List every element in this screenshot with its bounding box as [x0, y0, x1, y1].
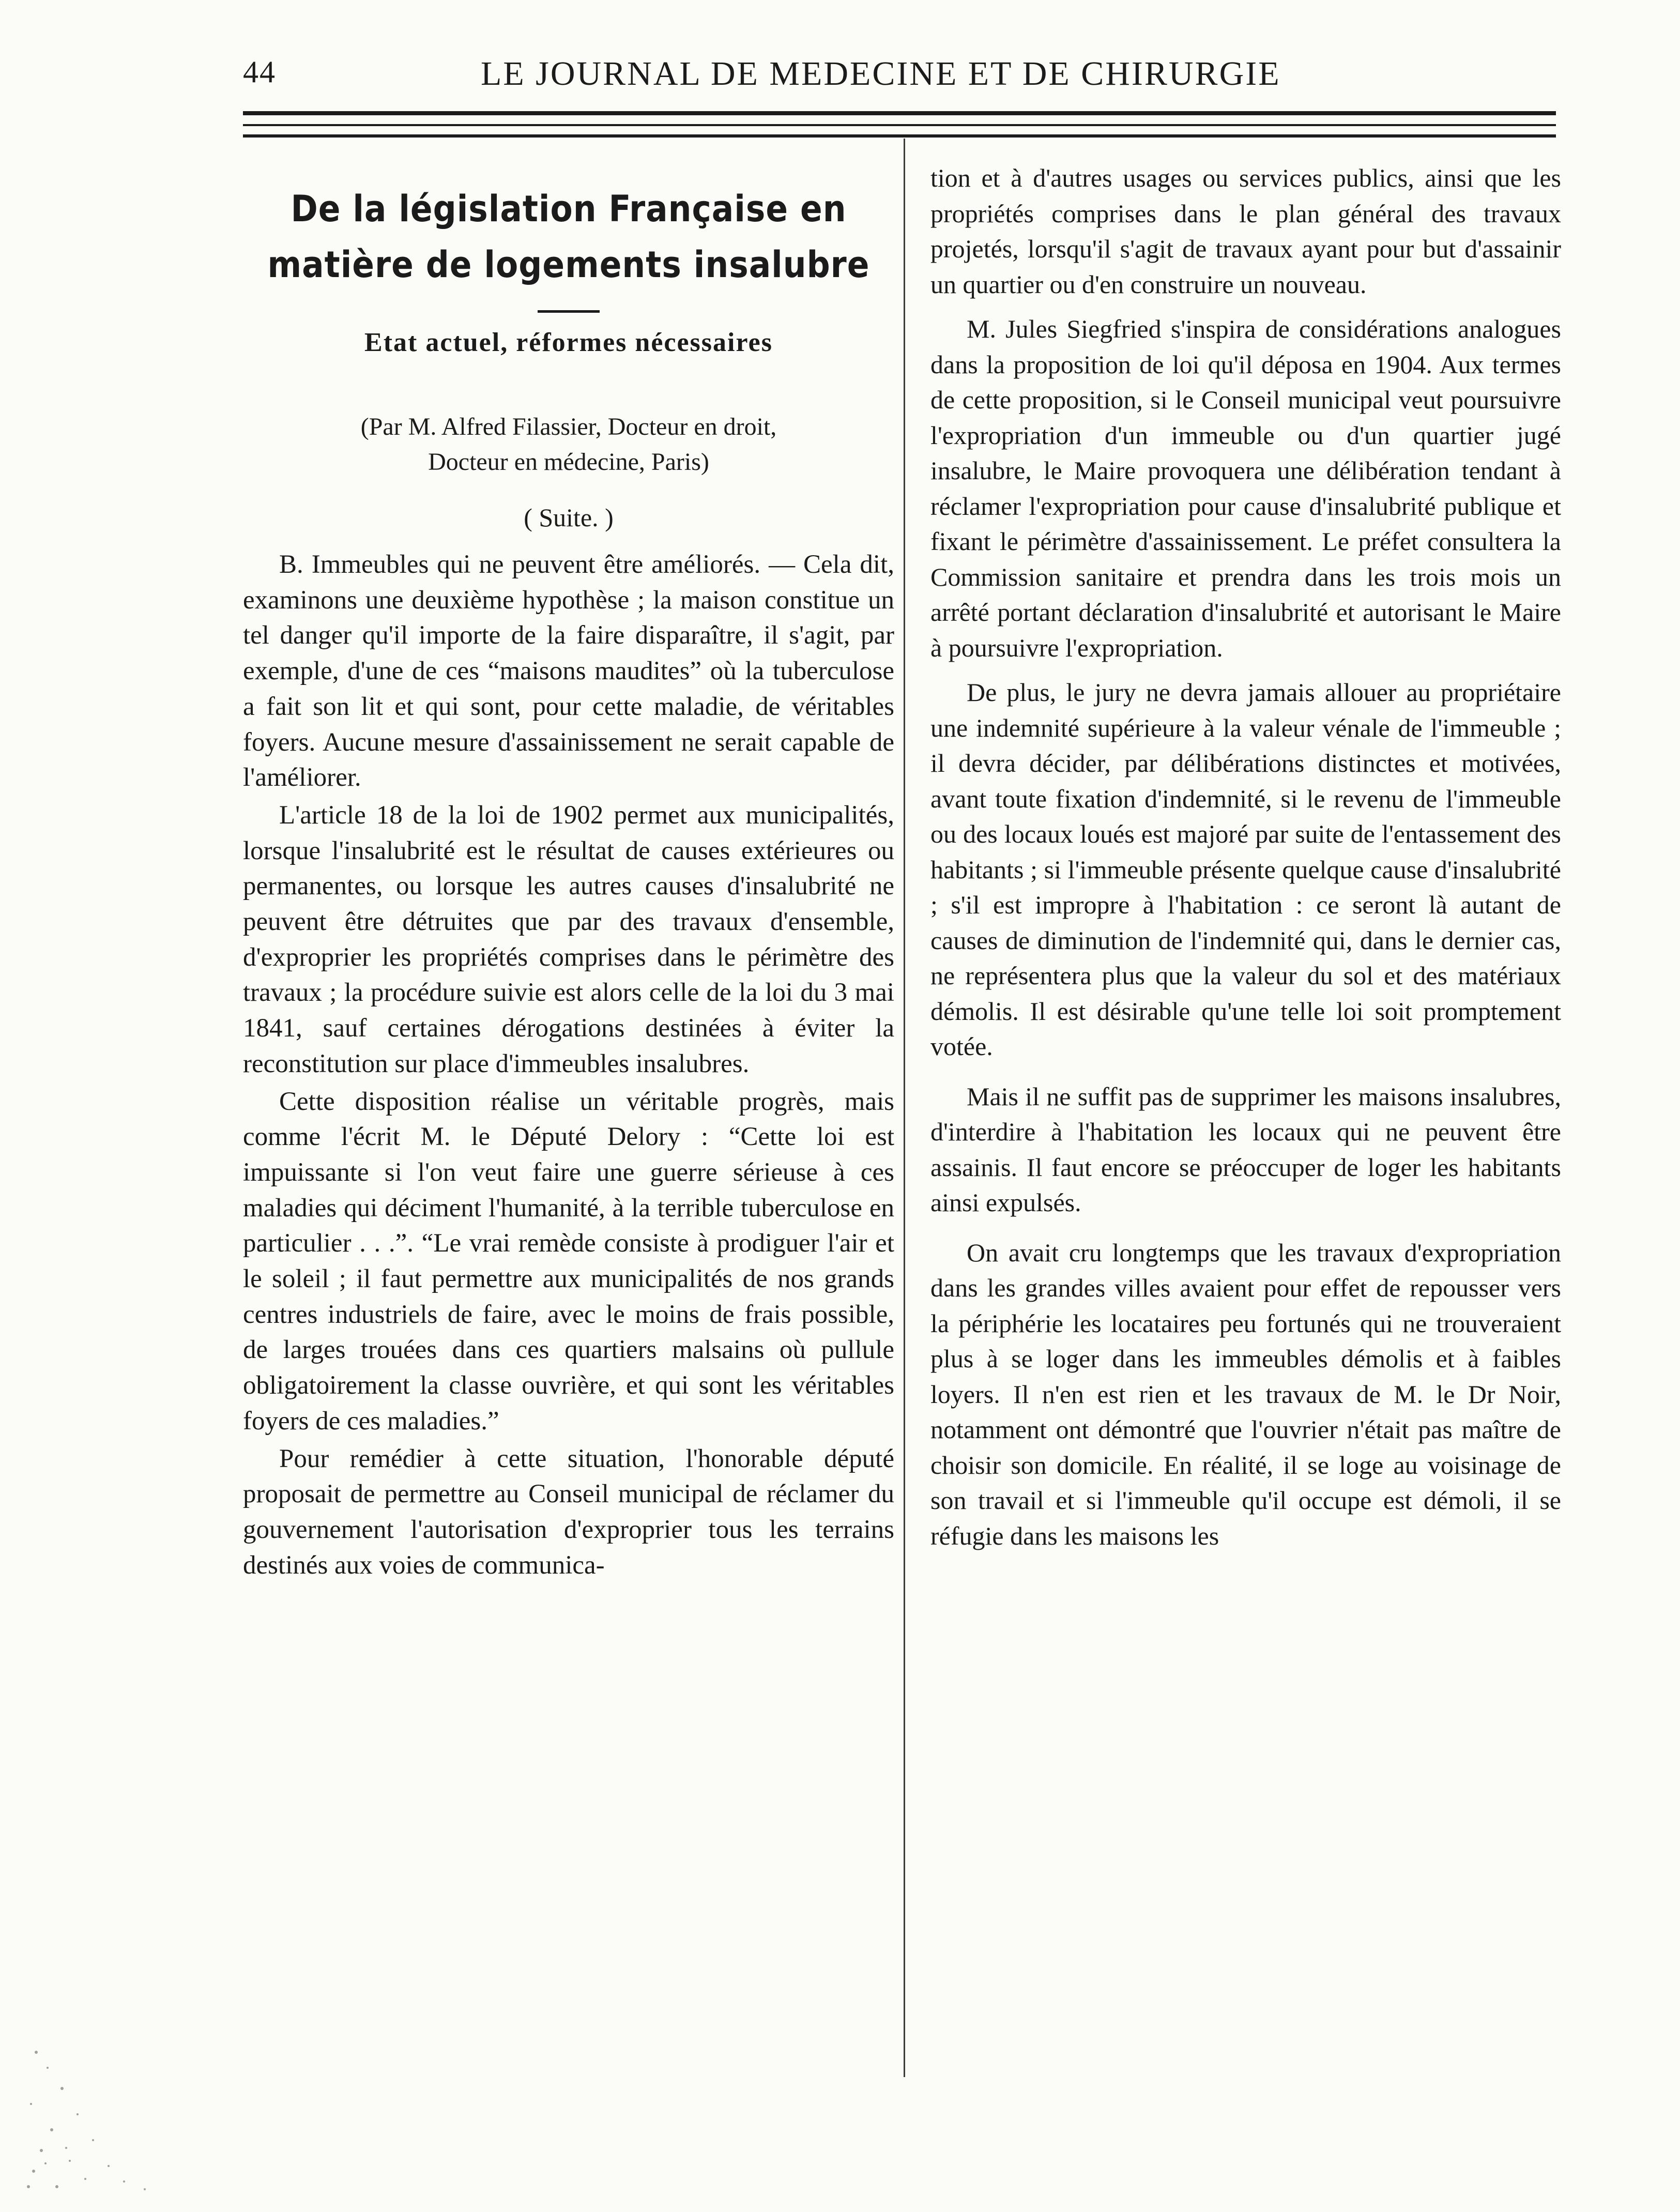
title-rule [538, 310, 600, 313]
paragraph: M. Jules Siegfried s'inspira de considérations analogues dans la proposition de loi qu'il déposa en 1904. Aux termes de cette proposition, si le Conseil municipal veut poursuivre l'expropriation d'un immeuble ou d'un quartier jugé insalubre, le Maire provoquera une délibération tendant à réclamer l'expropriation pour cause d'insalubrité publique et fixant le périmètre d'assainissement. Le préfet consultera la Commission sanitaire et prendra dans les trois mois un arrêté portant déclaration d'insalubrité et autorisant le Maire à poursuivre l'expropriation. [930, 314, 1561, 662]
paragraph: De plus, le jury ne devra jamais allouer au propriétaire une indemnité supérieure à la valeur vénale de l'immeuble ; il devra décider, par délibérations distinctes et motivées, avant toute fixation d'indemnité, si le revenu de l'immeuble ou des locaux loués est majoré par suite de l'entassement des habitants ; si l'immeuble présente quelque cause d'insalubrité ; s'il est impropre à l'habitation : ce seront là autant de causes de diminution de l'indemnité qui, dans le dernier cas, ne représentera plus que la valeur du sol et des matériaux démolis. Il est désirable qu'une telle loi soit promptement votée. [930, 678, 1561, 1061]
paper-speckle [21, 2032, 207, 2197]
author-byline [243, 409, 894, 480]
journal-title: LE JOURNAL DE MEDECINE ET DE CHIRURGIE [481, 55, 1281, 93]
suite-label: ( Suite. ) [524, 503, 614, 532]
header-rule-thick [243, 111, 1556, 115]
header-rule-bottom [243, 134, 1556, 138]
article-title: De la législation Française en matière de logements insalubre [267, 188, 870, 286]
author-line-2: Docteur en médecine, Paris) [428, 448, 709, 476]
header-rule-thin [243, 124, 1556, 126]
paragraph: tion et à d'autres usages ou services publics, ainsi que les propriétés comprises dans le plan général des travaux projetés, lorsqu'il s'agit de travaux ayant pour but d'assainir un quartier ou d'en construire un nouveau. [930, 163, 1561, 299]
column-divider [904, 139, 905, 2077]
paragraph: On avait cru longtemps que les travaux d'expropriation dans les grandes villes avaient pour effet de repousser vers la périphérie les locataires peu fortunés qui ne trouveraient plus à se loger dans les immeubles démolis et à faibles loyers. Il n'en est rien et les travaux de M. le Dr Noir, notamment ont démontré que l'ouvrier n'était pas maître de choisir son domicile. En réalité, il se loge au voisinage de son travail et si l'immeuble qu'il occupe est démoli, il se réfugie dans les maisons les [930, 1238, 1561, 1550]
author-line-1: (Par M. Alfred Filassier, Docteur en droit, [360, 413, 777, 440]
page-number: 44 [243, 55, 276, 89]
paragraph: Pour remédier à cette situation, l'honorable député proposait de permettre au Conseil municipal de réclamer du gouvernement l'autorisation d'exproprier tous les terrains destinés aux voies de communica- [243, 1444, 894, 1580]
paragraph: Cette disposition réalise un véritable progrès, mais comme l'écrit M. le Député Delory : “Cette loi est impuissante si l'on veut faire une guerre sérieuse à ces maladies qui déciment l'humanité, à la terrible tuberculose en particulier . . .”. “Le vrai remède consiste à prodiguer l'air et le soleil ; il faut permettre aux municipalités de nos grands centres industriels de faire, avec le moins de frais possible, de larges trouées dans ces quartiers malsains où pullule obligatoirement la classe ouvrière, et qui sont les véritables foyers de ces maladies.” [243, 1087, 894, 1436]
left-column [243, 160, 894, 1585]
article-subtitle: Etat actuel, réformes nécessaires [364, 328, 773, 357]
paragraph: L'article 18 de la loi de 1902 permet aux municipalités, lorsque l'insalubrité est le résultat de causes extérieures ou permanentes, ou lorsque les autres causes d'insalubrité ne peuvent être détruites que par des travaux d'ensemble, d'exproprier les propriétés comprises dans le périmètre des travaux ; la procédure suivie est alors celle de la loi du 3 mai 1841, sauf certaines dérogations destinées à éviter la reconstitution sur place d'immeubles insalubres. [243, 800, 894, 1078]
paragraph: Mais il ne suffit pas de supprimer les maisons insalubres, d'interdire à l'habitation les locaux qui ne peuvent être assainis. Il faut encore se préoccuper de loger les habitants ainsi expulsés. [930, 1081, 1561, 1217]
page-header [243, 54, 1556, 101]
paragraph: B. Immeubles qui ne peuvent être améliorés. — Cela dit, examinons une deuxième hypothèse ; la maison constitue un tel danger qu'il importe de la faire disparaître, il s'agit, par exemple, d'une de ces “maisons maudites” où la tuberculose a fait son lit et qui sont, pour cette maladie, de véritables foyers. Aucune mesure d'assainissement ne serait capable de l'améliorer. [243, 550, 894, 792]
right-column [930, 160, 1561, 1555]
